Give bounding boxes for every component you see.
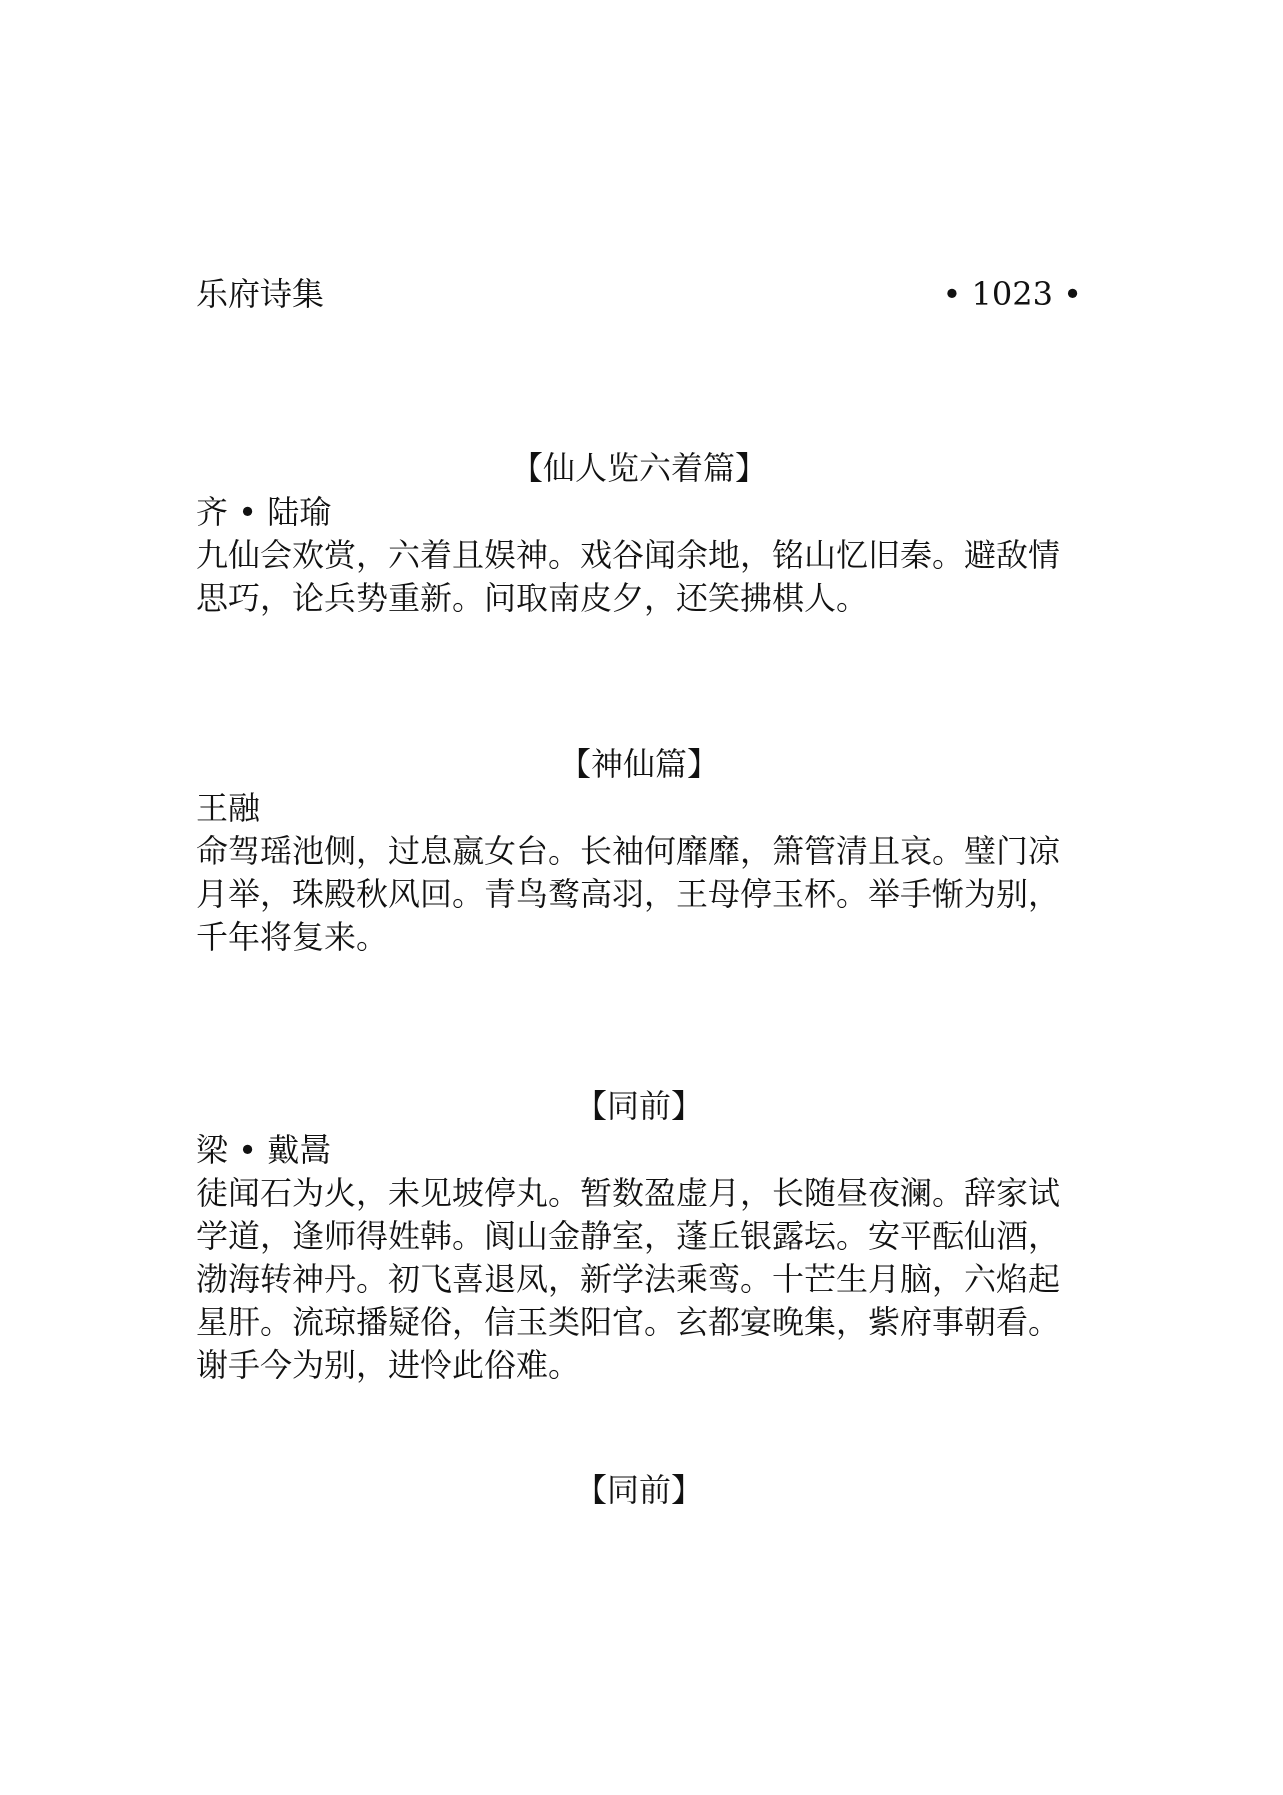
poem-author: 齐 • 陆瑜	[196, 493, 332, 531]
poem-section	[196, 446, 1082, 620]
poem-line: 学道，逢师得姓韩。阆山金静室，蓬丘银露坛。安平酝仙酒，	[196, 1217, 1061, 1255]
poem-line: 千年将复来。	[196, 918, 389, 956]
poem-line: 星肝。流琼播疑俗，信玉类阳官。玄都宴晚集，紫府事朝看。	[196, 1303, 1061, 1341]
poem-author: 王融	[196, 789, 261, 827]
poem-title: 【同前】	[574, 1471, 703, 1509]
poem-body	[196, 1172, 1082, 1387]
poem-title: 【仙人览六着篇】	[510, 449, 767, 487]
poem-line: 徒闻石为火，未见坡停丸。暂数盈虚月，长随昼夜澜。辞家试	[196, 1174, 1061, 1212]
poem-body	[196, 534, 1082, 620]
poem-line: 月举，珠殿秋风回。青鸟鹜高羽，王母停玉杯。举手惭为别，	[196, 875, 1061, 913]
page-number: • 1023 •	[942, 275, 1082, 313]
poem-line: 渤海转神丹。初飞喜退凤，新学法乘鸾。十芒生月脑，六焰起	[196, 1260, 1061, 1298]
page-header	[196, 272, 1082, 316]
book-title: 乐府诗集	[196, 275, 325, 313]
poem-section	[196, 1084, 1082, 1387]
poem-section	[196, 742, 1082, 959]
poem-line: 谢手今为别，进怜此俗难。	[196, 1346, 581, 1384]
poem-author: 梁 • 戴暠	[196, 1131, 332, 1169]
poem-section	[196, 1468, 1082, 1512]
poem-line: 命驾瑶池侧，过息嬴女台。长袖何靡靡，箫管清且哀。璧门凉	[196, 832, 1061, 870]
poem-title: 【神仙篇】	[558, 745, 719, 783]
poem-body	[196, 830, 1082, 959]
poem-title: 【同前】	[574, 1087, 703, 1125]
poem-line: 九仙会欢赏，六着且娱神。戏谷闻余地，铭山忆旧秦。避敌情	[196, 536, 1061, 574]
poem-line: 思巧，论兵势重新。问取南皮夕，还笑拂棋人。	[196, 579, 869, 617]
